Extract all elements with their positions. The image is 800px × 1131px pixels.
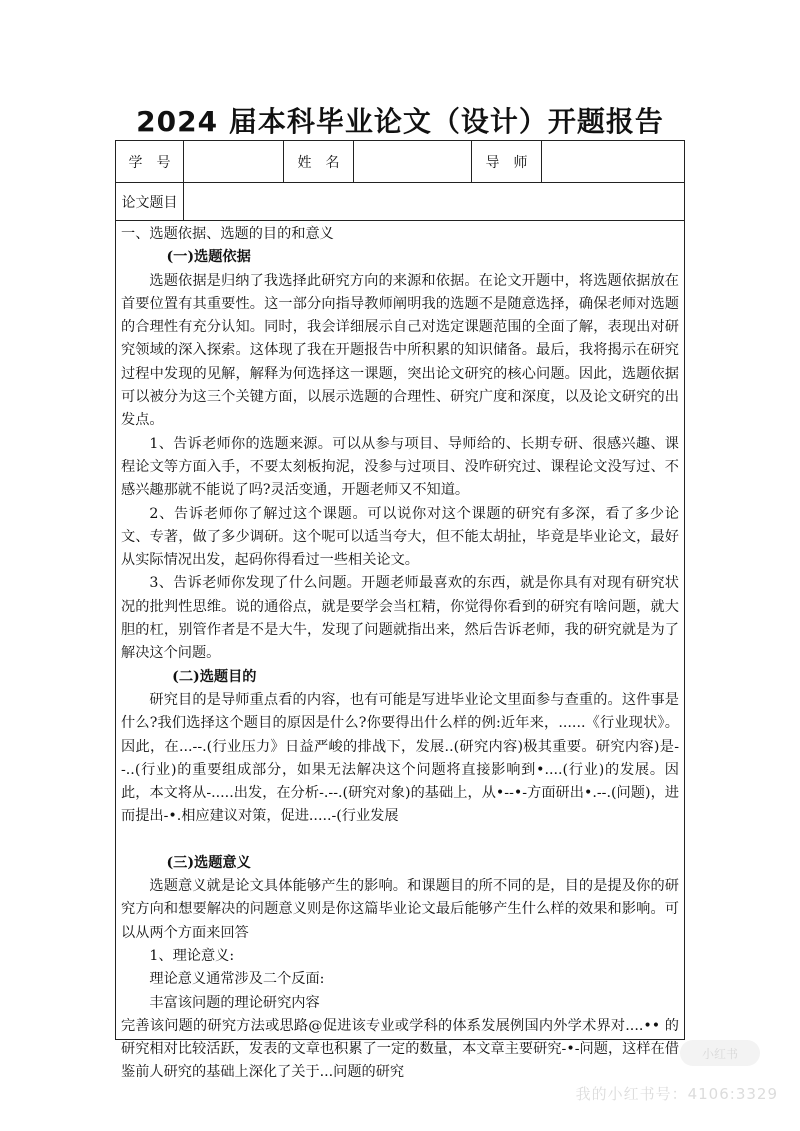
- report-form: [115, 140, 685, 1081]
- name-value[interactable]: [354, 141, 472, 182]
- paragraph: 1、告诉老师你的选题来源。可以从参与项目、导师给的、长期专研、很感兴趣、课程论文等方面入手，不要太刻板拘泥，没参与过项目、没咋研究过、课程论文没写过、不感兴趣那就不能说了吗?灵活变通，开题老师又不知道。: [121, 435, 679, 499]
- paragraph: 选题依据是归纳了我选择此研究方向的来源和依据。在论文开题中，将选题依据放在首要位置有其重要性。这一部分向指导教师阐明我的选题不是随意选择，确保老师对选题的合理性有充分认知。同时，我会详细展示自己对选定课题范围的全面了解，表现出对研究领域的深入探索。这体现了我在开题报告中所积累的知识储备。最后，我将揭示在研究过程中发现的见解，解释为何选择这一课题，突出论文研究的核心问题。因此，选题依据可以被分为这三个关键方面，以展示选题的合理性、研究广度和深度，以及论文研究的出发点。: [121, 272, 679, 429]
- student-id-label: 学 号: [116, 141, 184, 182]
- info-row: [116, 141, 684, 183]
- thesis-title-label: 论文题目: [116, 183, 184, 220]
- subsection-heading-significance: (三)选题意义: [166, 854, 251, 871]
- paragraph: 3、告诉老师你发现了什么问题。开题老师最喜欢的东西，就是你具有对现有研究状况的批判性思维。说的通俗点，就是要学会当杠精，你觉得你看到的研究有啥问题，就大胆的杠，别管作者是不是大牛，发现了问题就指出来，然后告诉老师，我的研究就是为了解决这个问题。: [121, 575, 679, 662]
- paragraph: 完善该问题的研究方法或思路@促进该专业或学科的体系发展例国内外学术界对....•• 的研究相对比较活跃，发表的文章也积累了一定的数量，本文章主要研究-•-问题，这样在借鉴前人研究的基础上深化了关于...问题的研究: [121, 1017, 679, 1081]
- page-title: 2024 届本科毕业论文（设计）开题报告: [136, 105, 664, 138]
- paragraph: 1、理论意义:: [149, 947, 235, 964]
- advisor-label: 导 师: [472, 141, 542, 182]
- subsection-heading-purpose: (二)选题目的: [172, 668, 257, 685]
- student-id-value[interactable]: [184, 141, 284, 182]
- paragraph: 选题意义就是论文具体能够产生的影响。和课题目的所不同的是，目的是提及你的研究方向和想要解决的问题意义则是你这篇毕业论文最后能够产生什么样的效果和影响。可以从两个方面来回答: [121, 878, 679, 941]
- paragraph: 理论意义通常涉及二个反面:: [149, 971, 325, 988]
- watermark-id: 我的小红书号：4106:3329: [575, 1085, 778, 1103]
- thesis-title-row: [116, 183, 684, 221]
- thesis-title-value[interactable]: [184, 183, 686, 220]
- paragraph: 丰富该问题的理论研究内容: [149, 994, 320, 1011]
- spacer: [121, 829, 679, 852]
- name-label: 姓 名: [284, 141, 354, 182]
- content-area: [121, 223, 679, 1085]
- paragraph: 研究目的是导师重点看的内容，也有可能是写进毕业论文里面参与查重的。这件事是什么?我们选择这个题目的原因是什么?你要得出什么样的例:近年来，......《行业现状》。因此，在...--.(行业压力》日益严峻的排战下，发展..(研究内容)极其重要。研究内容)是--..(行业)的重要组成部分，如果无法解决这个问题将直接影响到•....(行业)的发展。因此，本文将从-.....出发，在分析-.--.(研究对象)的基础上，从•--•-方面研出•.--.(问题)，进而提出-•.相应建议对策，促进.....-(行业发展: [121, 691, 679, 825]
- subsection-heading-basis: (一)选题依据: [166, 249, 251, 266]
- section-heading: 一、选题依据、选题的目的和意义: [121, 226, 334, 242]
- watermark-badge: 小红书: [680, 1040, 760, 1066]
- advisor-value[interactable]: [542, 141, 686, 182]
- paragraph: 2、告诉老师你了解过这个课题。可以说你对这个课题的研究有多深，看了多少论文、专著，做了多少调研。这个呢可以适当夸大，但不能太胡扯，毕竟是毕业论文，最好从实际情况出发，起码你得看过一些相关论文。: [121, 505, 679, 569]
